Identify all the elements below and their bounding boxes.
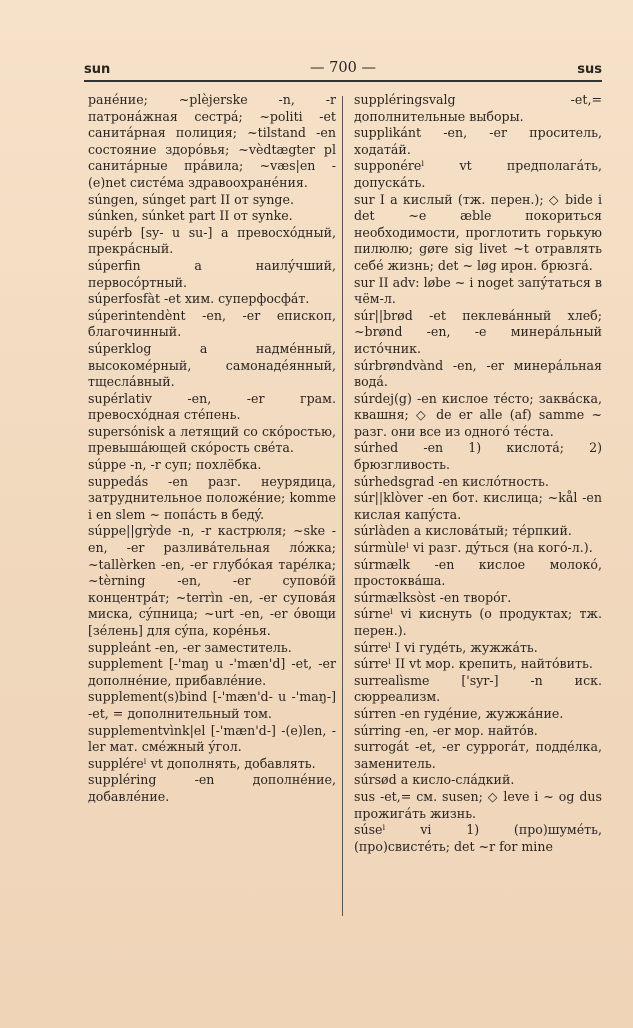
dictionary-entry: súrmælk -en кислое молокó, простоквáша. xyxy=(354,556,602,589)
dictionary-entry: surrealìsme ['syr-] -n иск. сюрреализм. xyxy=(354,672,602,705)
dictionary-entry: súrreˡ I vi гудéть, жужжáть. xyxy=(354,639,538,655)
dictionary-entry: suppléring -en дополнéние, добавлéние. xyxy=(88,772,336,804)
dictionary-entry: súppe -n, -r суп; похлёбка. xyxy=(88,457,262,473)
dictionary-entry: supérlativ -en, -er грам. превосхóдная стéпень. xyxy=(88,390,336,423)
page-header xyxy=(84,60,602,78)
dictionary-entry: súppe||grỳde -n, -r кастрюля; ~ske -en, -er разливáтельная лóжка; ~tallèrken -en, -er глубóкая тарéлка; ~tèrning -en, -er суповóй концентрáт; ~terrìn -en, -er суповáя миска, сýпница; ~urt -en, -er óвощи [зéлень] для сýпа, корéнья. xyxy=(88,523,336,638)
dictionary-entry: súrsød a кисло-слáдкий. xyxy=(354,772,515,788)
dictionary-entry: súperintendènt -en, -er епископ, благочинный. xyxy=(88,307,336,340)
dictionary-entry: sur II adv: løbe ~ i noget запýтаться в чём-л. xyxy=(354,274,602,307)
dictionary-entry: súrbrøndvànd -en, -er минерáльная водá. xyxy=(354,357,602,390)
dictionary-entry: súngen, súnget part II от synge. xyxy=(88,191,294,207)
page-number: — 700 — xyxy=(310,60,376,76)
dictionary-entry: sus -et,= см. susen; ◇ leve i ~ og dus прожигáть жизнь. xyxy=(354,788,602,821)
dictionary-entry: súnken, súnket part II от synke. xyxy=(88,208,293,224)
dictionary-entry: súperfin a наилýчший, первосóртный. xyxy=(88,257,336,290)
dictionary-entry: supplement(s)bind [-'mæn'd- u -'maŋ-] -et, = дополнительный том. xyxy=(88,689,336,721)
dictionary-entry: supponéreˡ vt предполагáть, допускáть. xyxy=(354,158,602,190)
header-right-guideword: sus xyxy=(577,62,602,77)
dictionary-entry: súrdej(g) -en кислое тéсто; заквáска, квашня; ◇ de er alle (af) samme ~ разг. они все из одногó тéста. xyxy=(354,390,602,439)
right-column xyxy=(354,92,602,855)
dictionary-entry: súperfosfàt -et хим. суперфосфáт. xyxy=(88,291,310,307)
dictionary-entry: surrogát -et, -er суррогáт, поддéлка, заменитель. xyxy=(354,739,602,771)
dictionary-entry: supplement [-'maŋ u -'mæn'd] -et, -er дополнéние, прибавлéние. xyxy=(88,656,336,688)
dictionary-entry: suppléringsvalg -et,= дополнительные выборы. xyxy=(354,92,602,124)
dictionary-entry: súrren -en гудéние, жужжáние. xyxy=(354,705,564,721)
left-column xyxy=(88,92,336,806)
dictionary-entry: súrmùleˡ vi разг. дýться (на когó-л.). xyxy=(354,540,593,556)
dictionary-entry: súrring -en, -er мор. найтóв. xyxy=(354,722,538,738)
dictionary-entry: súrneˡ vi киснуть (о продуктах; тж. перен.). xyxy=(354,606,602,638)
dictionary-entry: súseˡ vi 1) (про)шумéть, (про)свистéть; det ~r for mine xyxy=(354,822,602,854)
dictionary-entry: sur I a кислый (тж. перен.); ◇ bide i det ~e æble покориться необходимости, проглотить горькую пилюлю; gøre sig livet ~t отравлять себé жизнь; det ~ løg ирон. брюзгá. xyxy=(354,191,602,273)
dictionary-entry: suppleánt -en, -er заместитель. xyxy=(88,639,292,655)
dictionary-entry: supérb [sy- u su-] a превосхóдный, прекрáсный. xyxy=(88,224,336,257)
dictionary-entry: súrhedsgrad -en кислóтность. xyxy=(354,473,549,489)
dictionary-entry: ранéние; ~plèjerske -n, -r патронáжная сестрá; ~politi -et санитáрная полиция; ~tilstand -en состояние здорóвья; ~vèdtægter pl санитáрные прáвила; ~væs|en -(e)net систéма здравоохранéния. xyxy=(88,92,336,190)
dictionary-entry: supplementvìnk|el [-'mæn'd-] -(e)len, -ler мат. смéжный ýгол. xyxy=(88,722,336,755)
dictionary-entry: súr||klòver -en бот. кислица; ~kål -en кислая капýста. xyxy=(354,490,602,522)
dictionary-entry: supersónisk a летящий со скóростью, превышáющей скóрость свéта. xyxy=(88,423,336,456)
dictionary-entry: suppléreˡ vt дополнять, добавлять. xyxy=(88,755,316,771)
column-separator xyxy=(342,96,343,916)
dictionary-entry: súrlàden a кисловáтый; тéрпкий. xyxy=(354,523,572,539)
dictionary-entry: súrreˡ II vt мор. крепить, найтóвить. xyxy=(354,656,593,672)
header-left-guideword: sun xyxy=(84,62,111,77)
header-rule xyxy=(84,80,602,82)
dictionary-entry: súrhed -en 1) кислотá; 2) брюзгливость. xyxy=(354,440,602,473)
dictionary-entry: supplikánt -en, -er проситель, ходатáй. xyxy=(354,125,602,157)
dictionary-entry: súr||brød -et пеклевáнный хлеб; ~brønd -en, -e минерáльный истóчник. xyxy=(354,307,602,356)
dictionary-entry: suppedás -en разг. неурядица, затруднительное положéние; komme i en slem ~ попáсть в бедý. xyxy=(88,473,336,522)
dictionary-entry: súperklog a надмéнный, высокомéрный, самонадéянный, тщеслáвный. xyxy=(88,340,336,390)
dictionary-entry: súrmælksòst -en творóг. xyxy=(354,589,512,605)
